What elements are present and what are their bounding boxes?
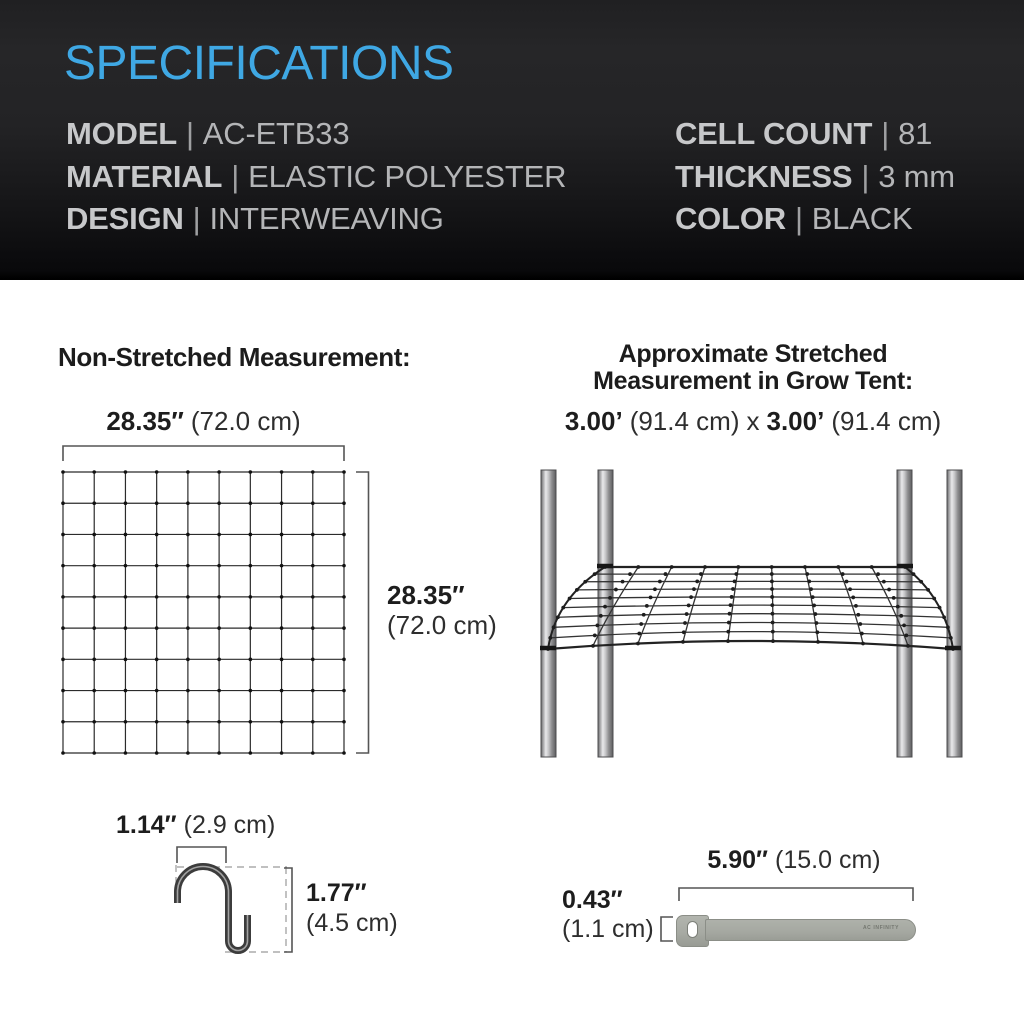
non-stretched-net-grid [61,470,346,755]
width-metric: (72.0 cm) [190,406,301,436]
spec-separator: | [192,201,201,236]
spec-separator: | [185,116,194,151]
spec-label: MATERIAL [66,158,223,194]
size-feet-1: 3.00’ [564,406,623,436]
page-title: SPECIFICATIONS [64,37,454,90]
size-x-separator: x [746,406,760,436]
stretched-size-label [553,406,953,437]
height-metric: (72.0 cm) [387,609,497,640]
hook-height-label [306,878,398,938]
hook-width-value: 1.14″ [116,811,177,839]
spec-separator: | [881,116,890,151]
hook-width-metric: (2.9 cm) [183,811,276,839]
stretched-heading-line1: Approximate Stretched [618,340,888,368]
velcro-strap-slot [687,921,698,938]
stretched-heading-line2: Measurement in Grow Tent: [593,366,913,395]
velcro-strap-brand-text: AC INFINITY [862,925,900,931]
spec-label: MODEL [66,116,177,151]
spec-value: ELASTIC POLYESTER [248,158,567,194]
spec-value: AC-ETB33 [202,116,350,151]
spec-value: BLACK [811,201,913,236]
size-cm-2: (91.4 cm) [831,406,942,436]
strap-length-value: 5.90″ [707,846,769,874]
hook-height-value: 1.77″ [306,879,367,907]
hook-height-metric: (4.5 cm) [306,909,398,937]
height-value: 28.35″ [387,580,465,610]
width-value: 28.35″ [106,406,184,436]
spec-label: COLOR [675,201,786,236]
spec-separator: | [794,201,803,236]
strap-length-label [666,846,922,875]
tent-pole [541,470,556,757]
tent-pole [598,470,613,757]
spec-separator: | [861,158,870,194]
non-stretched-heading: Non-Stretched Measurement: [58,342,411,372]
strap-height-label [562,886,654,944]
stretched-heading [570,341,936,394]
tent-pole [947,470,962,757]
size-cm-1: (91.4 cm) [629,406,740,436]
size-feet-2: 3.00’ [766,406,825,436]
spec-value: INTERWEAVING [209,201,444,236]
grid-height-label [387,581,497,640]
spec-label: THICKNESS [675,158,853,194]
grid-dimension-brackets [63,446,369,753]
spec-label: CELL COUNT [675,116,873,151]
strap-length-metric: (15.0 cm) [775,846,881,874]
strap-height-metric: (1.1 cm) [562,915,654,943]
tent-pole [897,470,912,757]
spec-value: 81 [898,116,933,151]
s-hook-illustration [176,847,292,952]
grid-width-label [63,406,344,437]
spec-separator: | [231,158,240,194]
hook-width-label [116,811,275,840]
strap-height-value: 0.43″ [562,886,623,914]
spec-label: DESIGN [66,201,184,236]
spec-value: 3 mm [878,158,955,194]
